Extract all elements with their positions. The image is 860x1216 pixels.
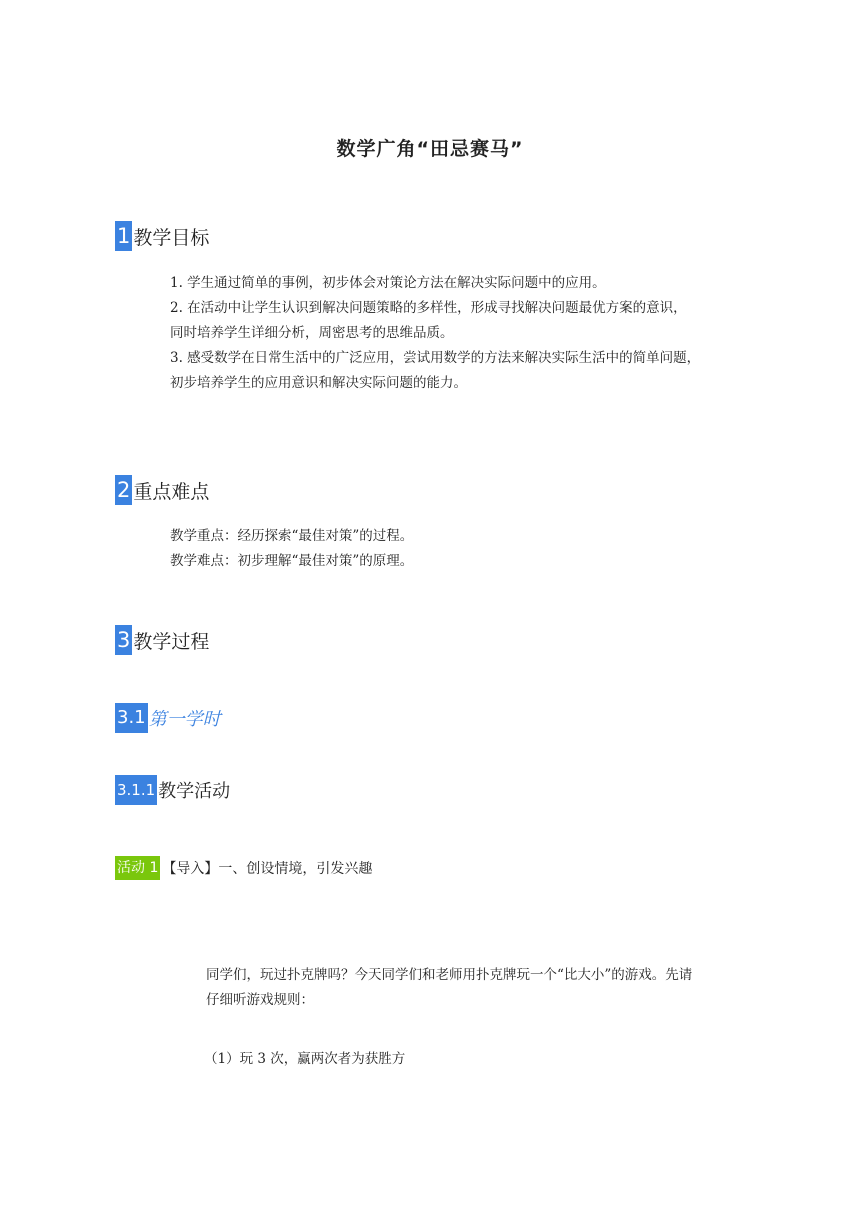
subsubsection-title: 教学活动 [158, 781, 231, 802]
key-point-line: 教学重点：经历探索“最佳对策”的过程。 [170, 528, 414, 544]
section-number: 2 [115, 475, 132, 505]
subsubsection-number: 3.1.1 [115, 775, 157, 805]
rule-paragraph [204, 1047, 405, 1072]
key-points-list [170, 524, 413, 574]
intro-line: 同学们，玩过扑克牌吗？今天同学们和老师用扑克牌玩一个“比大小”的游戏。先请 [206, 967, 693, 983]
intro-line: 仔细听游戏规则： [206, 992, 314, 1008]
rule-line: （1）玩 3 次，赢两次者为获胜方 [204, 1051, 406, 1067]
section-title: 重点难点 [133, 480, 210, 503]
objective-line: 2. 在活动中让学生认识到解决问题策略的多样性，形成寻找解决问题最优方案的意识， [170, 300, 687, 316]
section-number: 1 [115, 221, 132, 251]
document-title: 数学广角“田忌赛马” [336, 138, 524, 160]
intro-paragraph [206, 963, 692, 1013]
activity-heading [115, 856, 372, 880]
activity-badge: 活动 1 [115, 856, 160, 880]
subsubsection-heading-activities [115, 775, 230, 805]
section-heading-process [115, 625, 209, 655]
objectives-list [170, 271, 700, 396]
section-title: 教学目标 [133, 226, 210, 249]
section-heading-key-points [115, 475, 209, 505]
subsection-title: 第一学时 [148, 709, 221, 730]
section-number: 3 [115, 625, 132, 655]
objective-line: 同时培养学生详细分析，周密思考的思维品质。 [170, 325, 454, 341]
objective-line: 初步培养学生的应用意识和解决实际问题的能力。 [170, 375, 467, 391]
activity-title: 【导入】一、创设情境，引发兴趣 [162, 861, 373, 877]
subsection-heading-first-lesson [115, 703, 221, 733]
section-heading-objectives [115, 221, 209, 251]
section-title: 教学过程 [133, 630, 210, 653]
key-point-line: 教学难点：初步理解“最佳对策”的原理。 [170, 553, 414, 569]
subsection-number: 3.1 [115, 703, 148, 733]
objective-line: 3. 感受数学在日常生活中的广泛应用，尝试用数学的方法来解决实际生活中的简单问题， [170, 350, 701, 366]
objective-line: 1. 学生通过简单的事例，初步体会对策论方法在解决实际问题中的应用。 [170, 275, 606, 291]
